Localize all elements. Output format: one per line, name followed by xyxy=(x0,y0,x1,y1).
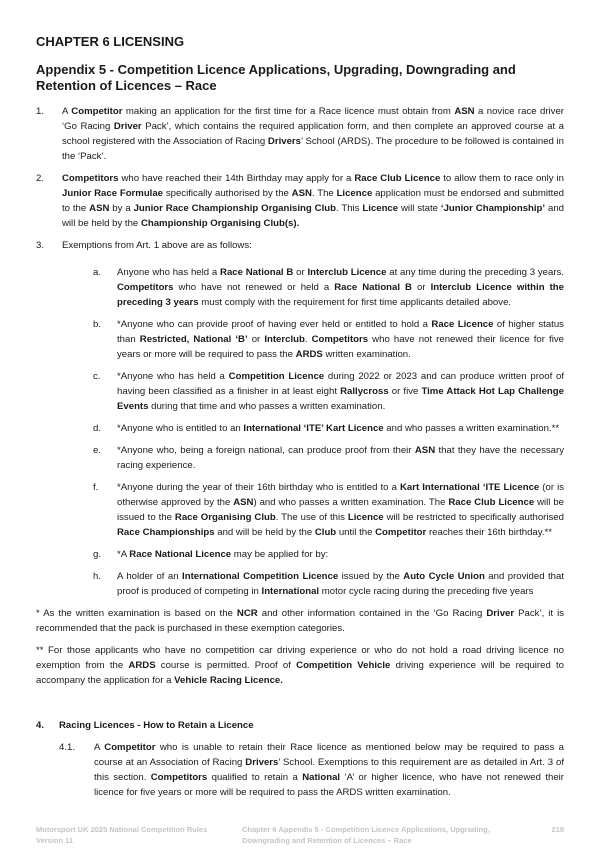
bold-term: Competitor xyxy=(375,527,427,538)
text-run: during 2022 or 2023 and can produce written proof of having been classified as a finisher in at least eight xyxy=(117,371,565,397)
text-run: Pack’, it is recommended that the pack is purchased in these exemption categories. xyxy=(36,608,564,634)
bold-term: National xyxy=(302,772,341,783)
exemption-letter: a. xyxy=(93,267,102,278)
footer-publication: Motorsport UK 2025 National Competition Rules Version 11 xyxy=(36,825,208,845)
bold-term: ASN xyxy=(414,445,436,456)
exemption-item xyxy=(93,443,564,473)
bold-term: Competitors xyxy=(62,173,119,184)
bold-term: Rallycross xyxy=(340,386,389,397)
bold-term: ARDS xyxy=(295,349,323,360)
bold-term: International xyxy=(261,586,320,597)
exemption-item xyxy=(93,369,564,414)
exemption-letter: h. xyxy=(93,571,102,582)
page-footer xyxy=(36,824,564,846)
text-run: or xyxy=(412,282,431,293)
appendix-title: Appendix 5 - Competition Licence Applications, Upgrading, Downgrading and Retention of Licences – Race xyxy=(36,62,516,93)
text-run: to allow them to race only in xyxy=(440,173,564,184)
exemption-text xyxy=(117,547,564,562)
text-run: ’ School (ARDS). The procedure to be followed is contained in the ‘Pack’. xyxy=(62,136,565,162)
exemption-text xyxy=(117,369,564,414)
paragraph-text xyxy=(62,104,564,164)
text-run: by a xyxy=(109,203,134,214)
text-run: application must be endorsed and submitted to the xyxy=(62,188,565,214)
text-run: qualified to retain a xyxy=(207,772,303,783)
subsection-4-1 xyxy=(59,740,564,800)
paragraph-text xyxy=(62,171,564,231)
bold-term: Junior Race Championship Organising Club xyxy=(133,203,336,214)
exemption-item xyxy=(93,547,564,562)
text-run: or xyxy=(247,334,265,345)
text-run: *Anyone who is entitled to an xyxy=(117,423,244,434)
bold-term: Race Club Licence xyxy=(354,173,441,184)
text-run: and will be held by the xyxy=(214,527,315,538)
paragraph-number: 2. xyxy=(36,173,45,184)
paragraph-number: 3. xyxy=(36,240,45,251)
text-run: A xyxy=(94,742,105,753)
bold-term: Drivers xyxy=(245,757,279,768)
footnote-double-asterisk xyxy=(36,643,564,688)
text-run: ) and who passes a written examination. The xyxy=(253,497,449,508)
bold-term: Club xyxy=(314,527,337,538)
text-run: (or is otherwise approved by the xyxy=(117,482,565,508)
text-run: . The use of this xyxy=(275,512,348,523)
text-run: driving experience will be required to accompany the application for a xyxy=(36,660,564,686)
text-run: A xyxy=(62,106,72,117)
text-run: ** For those applicants who have no competition car driving experience or who do not hold a road driving licence no exemption from the xyxy=(36,645,564,671)
text-run: . The xyxy=(311,188,337,199)
exemption-text xyxy=(117,443,564,473)
exemption-item xyxy=(93,421,564,436)
bold-term: Junior Race Formulae xyxy=(62,188,164,199)
bold-term: Race National B xyxy=(334,282,412,293)
text-run: *Anyone during the year of their 16th birthday who is entitled to a xyxy=(117,482,400,493)
bold-term: Drivers xyxy=(267,136,301,147)
text-run: that they have the necessary racing experience. xyxy=(117,445,564,471)
section-number: 4. xyxy=(36,720,45,731)
text-run: must comply with the requirement for first time applicants detailed above. xyxy=(198,297,512,308)
text-run: written examination. xyxy=(322,349,411,360)
exemption-item xyxy=(93,569,564,599)
text-run: and who passes a written examination.** xyxy=(383,423,560,434)
text-run: *Anyone who, being a foreign national, can produce proof from their xyxy=(117,445,415,456)
text-run: or xyxy=(293,267,308,278)
bold-term: ASN xyxy=(454,106,475,117)
bold-term: Driver xyxy=(113,121,142,132)
text-run: and will be held by the xyxy=(62,203,564,229)
exemption-text xyxy=(117,569,564,599)
bold-term: Race National Licence xyxy=(129,549,232,560)
bold-term: Licence xyxy=(362,203,399,214)
text-run: A holder of an xyxy=(117,571,183,582)
text-run: specifically authorised by the xyxy=(163,188,292,199)
bold-term: Competition Licence xyxy=(228,371,325,382)
text-run: who have not renewed or held a xyxy=(173,282,335,293)
text-run: until the xyxy=(336,527,376,538)
exemption-letter: d. xyxy=(93,423,102,434)
paragraph-2 xyxy=(36,171,564,231)
text-run: . xyxy=(304,334,312,345)
bold-term: Kart International ‘ITE Licence xyxy=(399,482,540,493)
bold-term: Licence xyxy=(347,512,384,523)
bold-term: International Competition Licence xyxy=(182,571,339,582)
text-run: who is unable to retain their Race licence as mentioned below may be required to pass a course at an Association of Racing xyxy=(94,742,564,768)
paragraph-1 xyxy=(36,104,564,164)
text-run: Exemptions from Art. 1 above are as follows: xyxy=(62,240,252,251)
bold-term: ASN xyxy=(291,188,312,199)
paragraph-number: 1. xyxy=(36,106,45,117)
bold-term: Auto Cycle Union xyxy=(403,571,485,582)
bold-term: Time Attack Hot Lap Challenge Events xyxy=(117,386,564,412)
text-run: . This xyxy=(335,203,363,214)
bold-term: Championship Organising Club(s). xyxy=(140,218,300,229)
bold-term: Race Championships xyxy=(117,527,215,538)
text-run: who have not renewed their licence for five years or more will be required to pass the xyxy=(117,334,564,360)
bold-term: International ‘ITE’ Kart Licence xyxy=(243,423,384,434)
exemption-letter: c. xyxy=(93,371,101,382)
text-run: a novice race driver ‘Go Racing xyxy=(62,106,564,132)
bold-term: Competitors xyxy=(117,282,174,293)
bold-term: Licence xyxy=(336,188,373,199)
text-run: motor cycle racing during the preceding five years xyxy=(319,586,534,597)
bold-term: Race National B xyxy=(220,267,294,278)
text-run: *Anyone who can provide proof of having ever held or entitled to hold a xyxy=(117,319,432,330)
exemption-letter: b. xyxy=(93,319,102,330)
text-run: issued by the xyxy=(338,571,404,582)
bold-term: Competitors xyxy=(150,772,208,783)
bold-term: Driver xyxy=(486,608,515,619)
subsection-text xyxy=(94,740,564,800)
bold-term: ARDS xyxy=(128,660,156,671)
text-run: will be issued to the xyxy=(117,497,564,523)
document-page xyxy=(36,0,564,800)
text-run: ‘A’ or higher licence, who have not renewed their licence for five years or more will be required to pass the ARDS written examination. xyxy=(94,772,564,798)
text-run: Pack’, which contains the required application form, and then complete an approved course at a school registered with the Association of Racing xyxy=(62,121,564,147)
text-run: of higher status than xyxy=(117,319,564,345)
chapter-title: CHAPTER 6 LICENSING xyxy=(36,34,185,49)
page-number: 218 xyxy=(551,825,564,834)
text-run: at any time during the preceding 3 years. xyxy=(386,267,564,278)
text-run: * As the written examination is based on the xyxy=(36,608,237,619)
text-run: Anyone who has held a xyxy=(117,267,221,278)
bold-term: Race Organising Club xyxy=(174,512,276,523)
bold-term: Competition Vehicle xyxy=(296,660,391,671)
exemption-item xyxy=(93,317,564,362)
exemption-letter: e. xyxy=(93,445,102,456)
bold-term: Restricted, National ‘B’ xyxy=(139,334,248,345)
exemptions-list xyxy=(36,265,564,599)
text-run: during that time and who passes a written examination. xyxy=(148,401,386,412)
text-run: reaches their 16th birthday.** xyxy=(426,527,552,538)
bold-term: ASN xyxy=(233,497,254,508)
text-run: and other information contained in the ‘Go Racing xyxy=(257,608,487,619)
bold-term: Interclub Licence xyxy=(307,267,387,278)
exemption-letter: f. xyxy=(93,482,99,493)
paragraph-3 xyxy=(36,238,564,253)
bold-term: Interclub Licence within the preceding 3 years xyxy=(117,282,564,308)
text-run: or five xyxy=(388,386,422,397)
text-run: who have reached their 14th Birthday may apply for a xyxy=(118,173,355,184)
text-run: course is permitted. Proof of xyxy=(155,660,297,671)
bold-term: NCR xyxy=(236,608,258,619)
bold-term: ASN xyxy=(89,203,110,214)
exemption-text xyxy=(117,317,564,362)
exemption-text xyxy=(117,265,564,310)
exemption-item xyxy=(93,265,564,310)
text-run: will state xyxy=(398,203,441,214)
exemption-text xyxy=(117,480,564,540)
text-run: *Anyone who has held a xyxy=(117,371,229,382)
bold-term: Competitor xyxy=(104,742,156,753)
text-run: ’ School. Exemptions to this requirement are as detailed in Art. 3 of this section. xyxy=(94,757,565,783)
bold-term: ‘Junior Championship’ xyxy=(440,203,546,214)
bold-term: Race Licence xyxy=(431,319,494,330)
exemption-letter: g. xyxy=(93,549,102,560)
text-run: and provided that proof is produced of competing in xyxy=(117,571,564,597)
text-run: may be applied for by: xyxy=(231,549,329,560)
text-run: making an application for the first time for a Race licence must obtain from xyxy=(122,106,455,117)
text-run: *A xyxy=(117,549,130,560)
exemption-text xyxy=(117,421,564,436)
bold-term: Interclub xyxy=(264,334,305,345)
bold-term: Competitors xyxy=(311,334,369,345)
document-body xyxy=(36,104,564,800)
bold-term: Vehicle Racing Licence. xyxy=(174,675,283,686)
text-run: will be restricted to specifically authorised xyxy=(383,512,564,523)
exemption-item xyxy=(93,480,564,540)
paragraph-text xyxy=(62,238,564,253)
footer-section: Chapter 6 Appendix 5 - Competition Licence Applications, Upgrading, Downgrading and Retention of Licences – Race xyxy=(242,825,490,845)
bold-term: Competitor xyxy=(71,106,123,117)
footnote-single-asterisk xyxy=(36,606,564,636)
section-4-heading xyxy=(36,718,564,733)
section-title: Racing Licences - How to Retain a Licence xyxy=(59,720,254,731)
subsection-number: 4.1. xyxy=(59,742,76,753)
bold-term: Race Club Licence xyxy=(448,497,535,508)
